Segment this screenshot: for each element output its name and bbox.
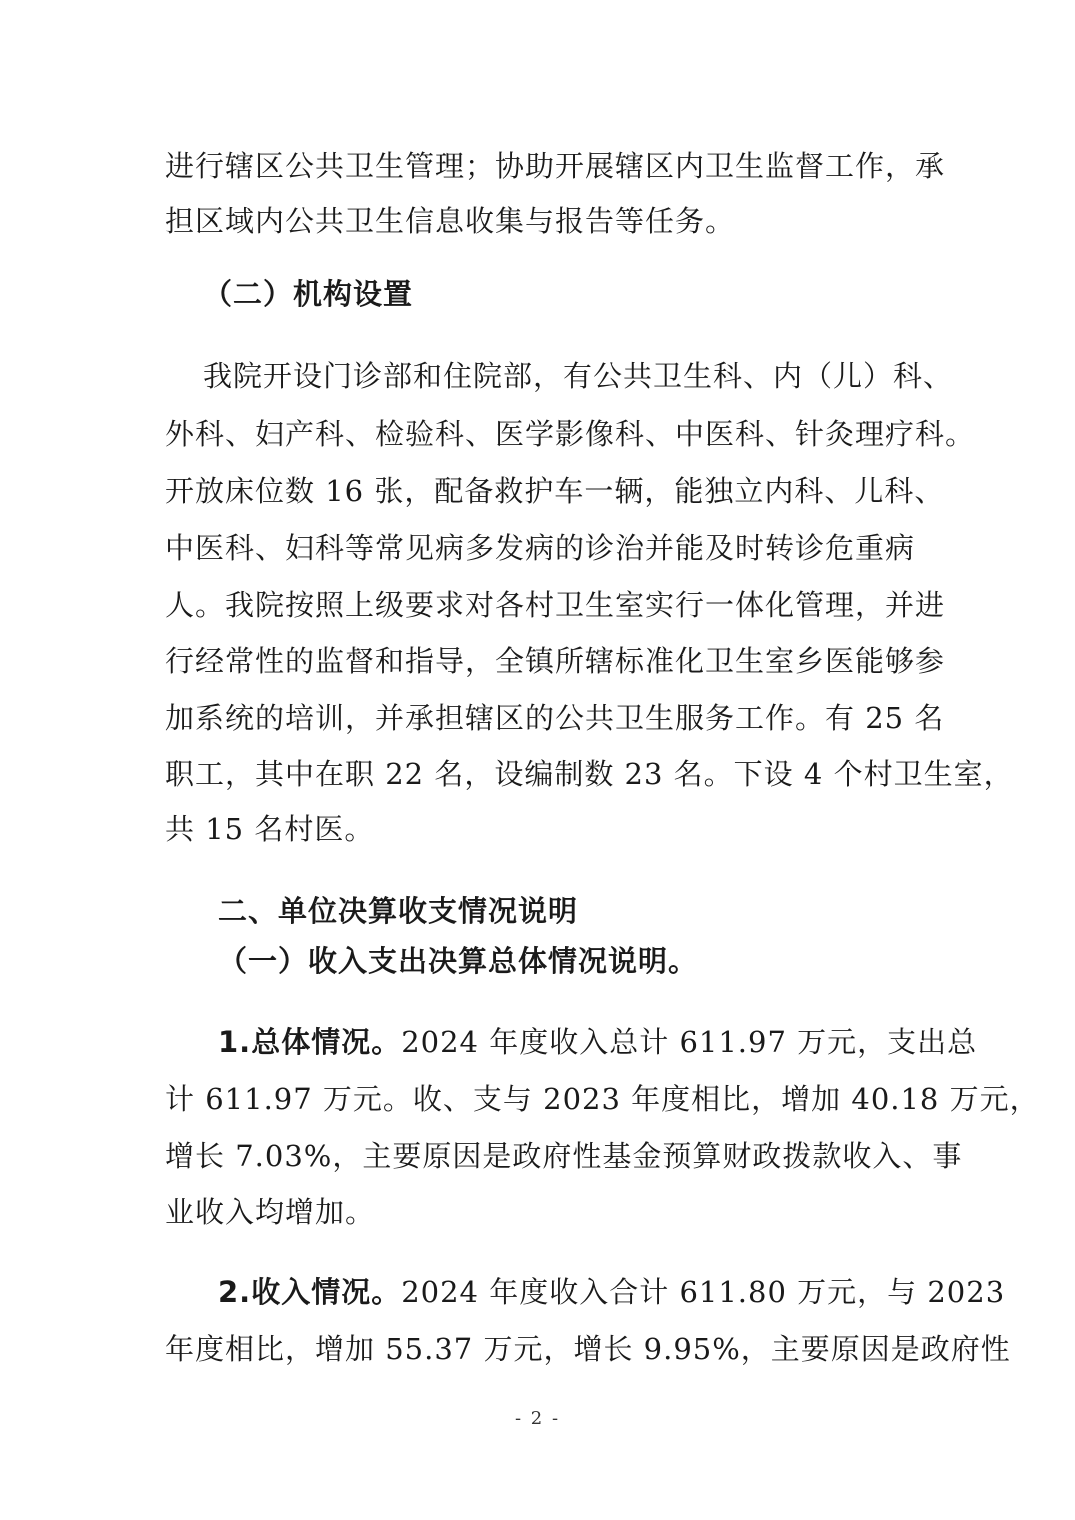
heading-subsection-1: （一）收入支出决算总体情况说明。 xyxy=(218,944,699,978)
page-number: - 2 - xyxy=(514,1408,561,1429)
paragraph-line: 担区域内公共卫生信息收集与报告等任务。 xyxy=(165,204,736,238)
paragraph-line: 进行辖区公共卫生管理；协助开展辖区内卫生监督工作，承 xyxy=(165,149,946,183)
paragraph-line: 共 15 名村医。 xyxy=(165,812,375,846)
paragraph-line: 人。我院按照上级要求对各村卫生室实行一体化管理，并进 xyxy=(165,588,946,622)
heading-org-structure: （二）机构设置 xyxy=(203,277,414,311)
text-span: 2024 年度收入总计 611.97 万元，支出总 xyxy=(401,1025,978,1059)
lead-income: 2.收入情况。 xyxy=(218,1275,402,1309)
lead-overall: 1.总体情况。 xyxy=(218,1025,402,1059)
paragraph-line: 职工，其中在职 22 名，设编制数 23 名。下设 4 个村卫生室， xyxy=(165,757,1014,791)
text-span: 2024 年度收入合计 611.80 万元，与 2023 xyxy=(401,1275,1006,1309)
paragraph-line: 行经常性的监督和指导，全镇所辖标准化卫生室乡医能够参 xyxy=(165,644,946,678)
paragraph-line: 中医科、妇科等常见病多发病的诊治并能及时转诊危重病 xyxy=(165,531,916,565)
paragraph-line: 业收入均增加。 xyxy=(165,1195,376,1229)
paragraph-line: 增长 7.03%，主要原因是政府性基金预算财政拨款收入、事 xyxy=(165,1139,963,1173)
paragraph-line: 年度相比，增加 55.37 万元，增长 9.95%，主要原因是政府性 xyxy=(165,1332,1011,1366)
paragraph-line: 开放床位数 16 张，配备救护车一辆，能独立内科、儿科、 xyxy=(165,474,945,508)
paragraph-line: 计 611.97 万元。收、支与 2023 年度相比，增加 40.18 万元， xyxy=(165,1082,1040,1116)
heading-section-2: 二、单位决算收支情况说明 xyxy=(218,894,579,928)
paragraph-line: 外科、妇产科、检验科、医学影像科、中医科、针灸理疗科。 xyxy=(165,417,976,451)
paragraph-line xyxy=(218,1272,1006,1312)
paragraph-line xyxy=(218,1022,978,1062)
paragraph-line: 我院开设门诊部和住院部，有公共卫生科、内（儿）科、 xyxy=(203,359,954,393)
paragraph-line: 加系统的培训，并承担辖区的公共卫生服务工作。有 25 名 xyxy=(165,701,945,735)
